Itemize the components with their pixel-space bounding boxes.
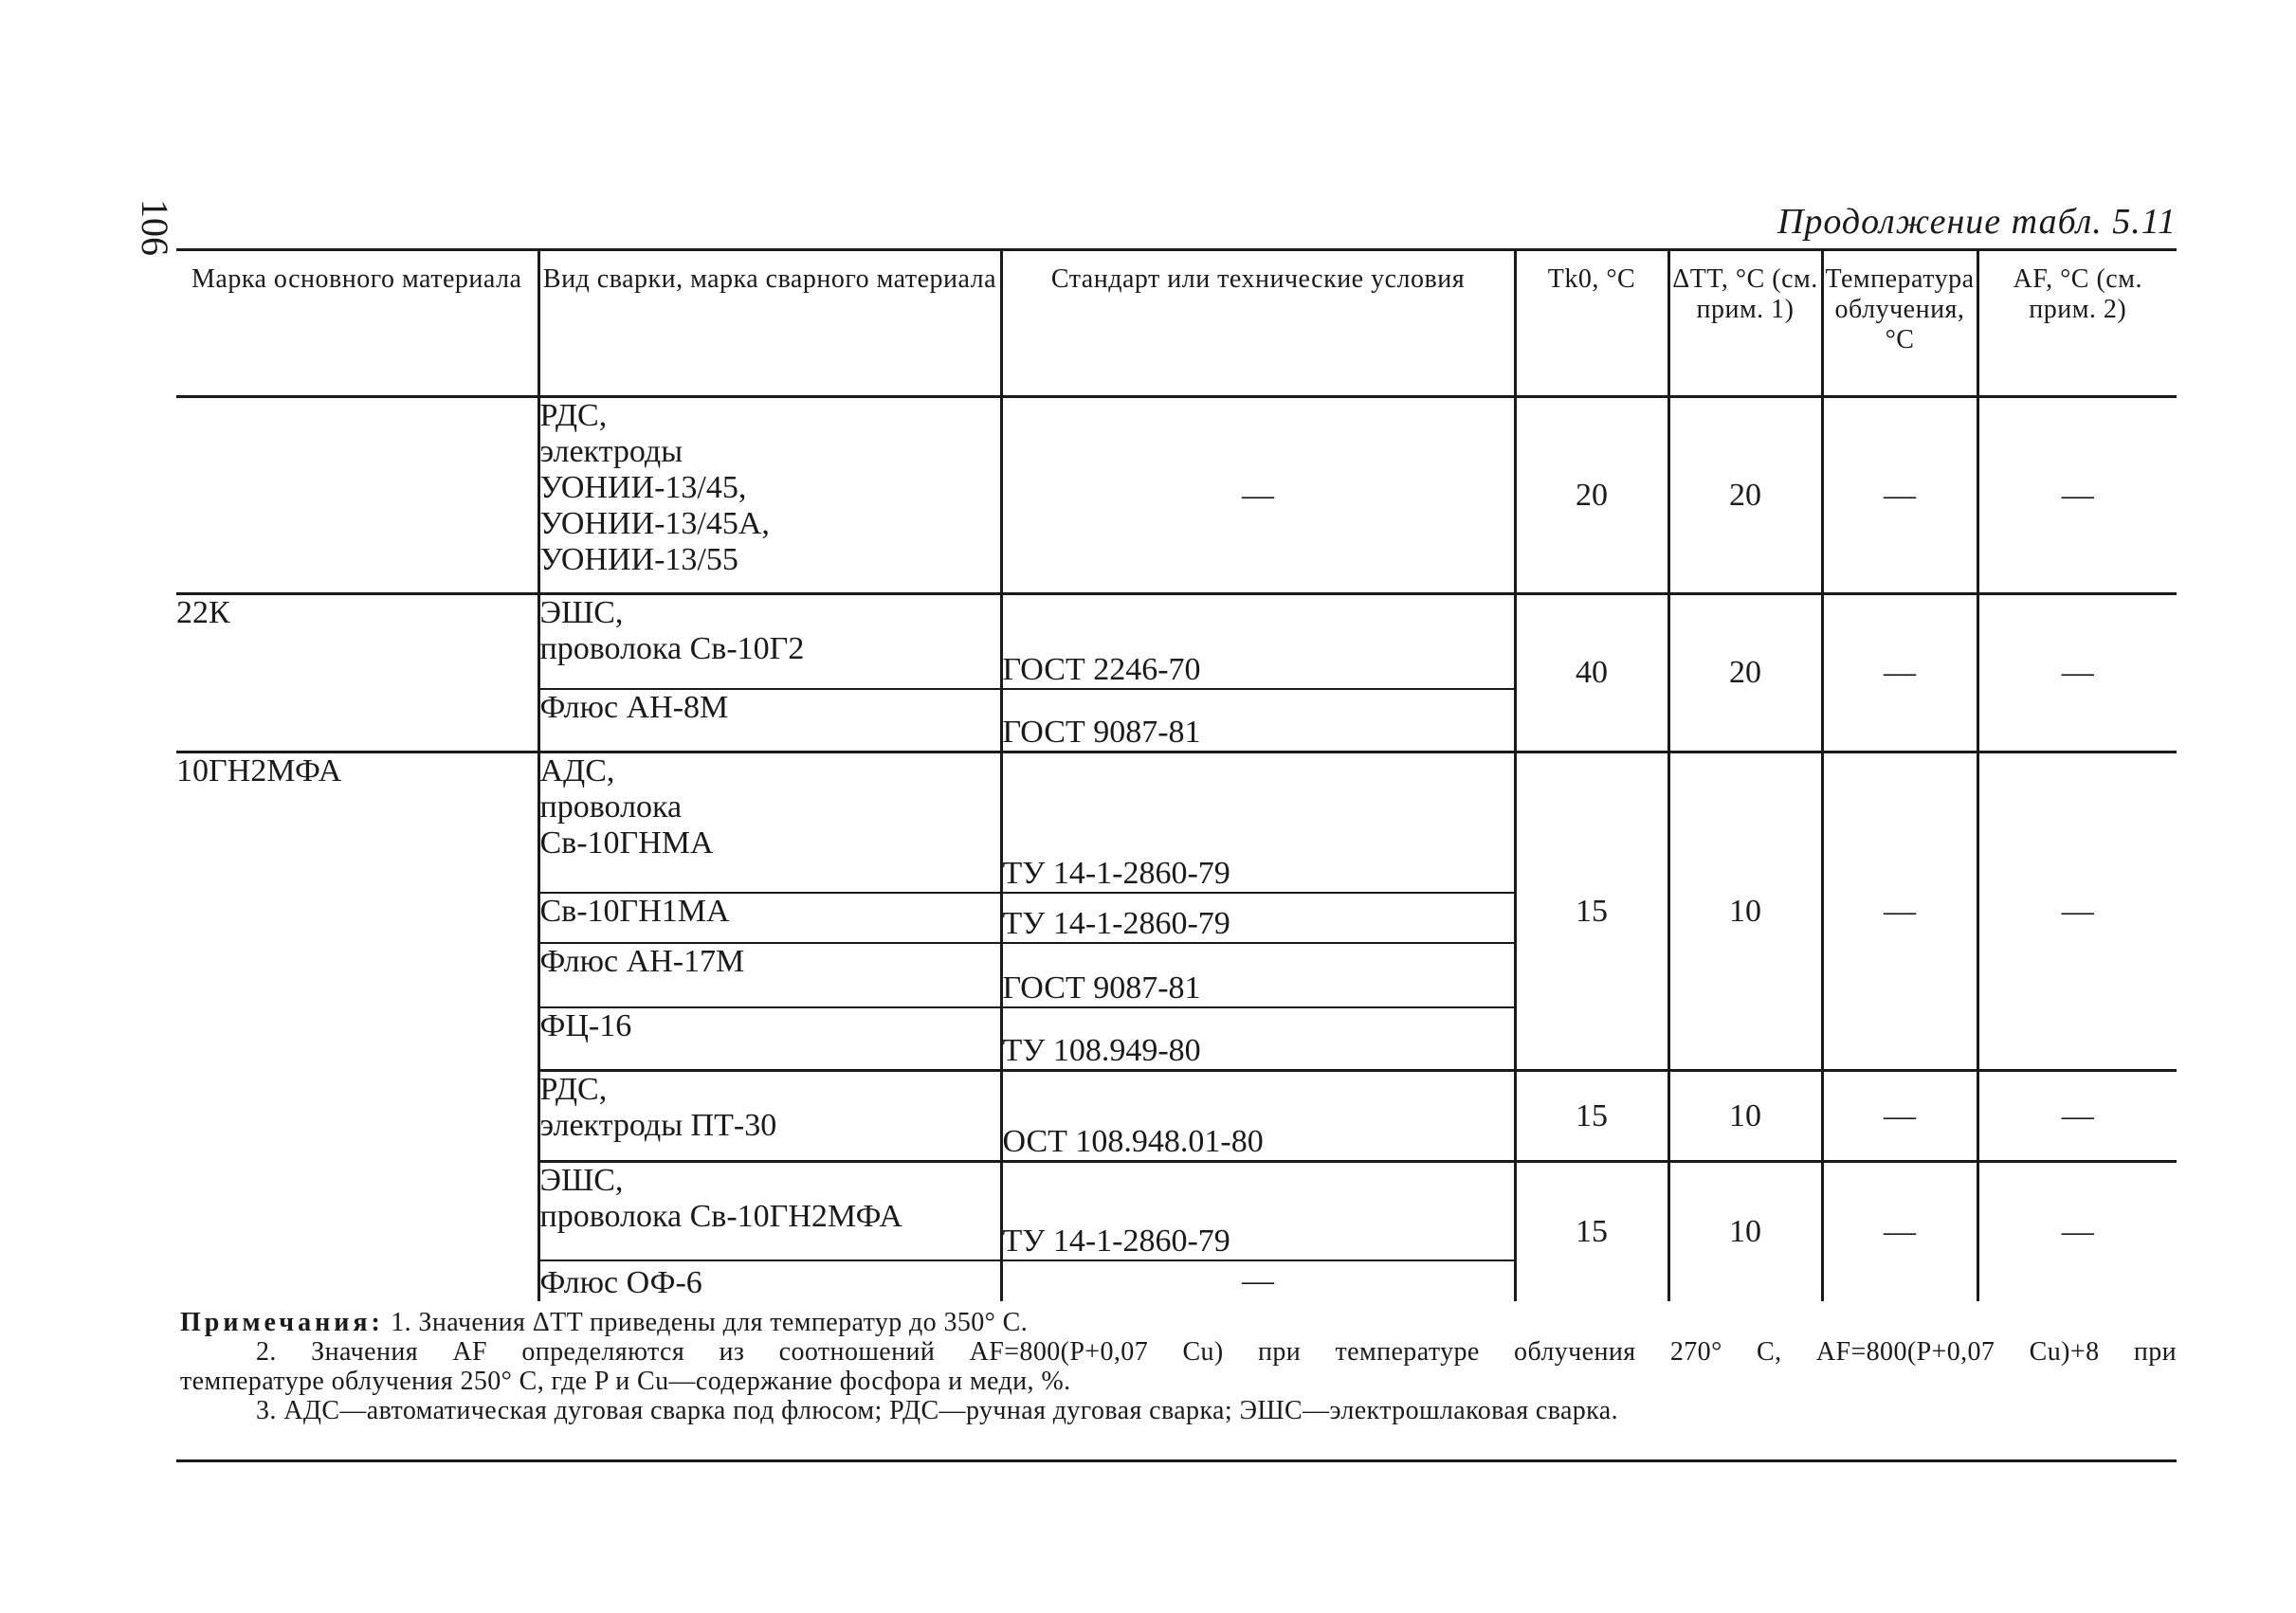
notes xyxy=(180,1308,2177,1425)
cell-welding xyxy=(538,752,1001,893)
table-row xyxy=(176,397,2177,594)
welding-line: УОНИИ-13/45А, xyxy=(539,506,770,541)
cell-welding: Флюс ОФ-6 xyxy=(538,1260,1001,1301)
cell-temp: — xyxy=(1822,1071,1977,1162)
cell-af: — xyxy=(1977,397,2177,594)
data-table xyxy=(176,251,2177,1301)
cell-standard: ГОСТ 9087-81 xyxy=(1001,689,1515,752)
welding-line: ЭШС, xyxy=(539,1163,624,1198)
welding-line: электроды xyxy=(539,434,683,469)
cell-welding: Св-10ГН1МА xyxy=(538,893,1001,943)
cell-dtt: 10 xyxy=(1668,1071,1822,1162)
cell-temp: — xyxy=(1822,594,1977,752)
cell-dtt: 10 xyxy=(1668,1162,1822,1301)
cell-material: 10ГН2МФА xyxy=(176,752,538,1301)
welding-line: электроды ПТ-30 xyxy=(539,1108,777,1143)
page-number: 106 xyxy=(134,199,176,256)
cell-material xyxy=(176,397,538,594)
header-dtt: ΔTT, °C (см. прим. 1) xyxy=(1668,251,1822,397)
table-row xyxy=(176,594,2177,689)
table-header-row xyxy=(176,251,2177,397)
cell-welding: Флюс АН-17М xyxy=(538,943,1001,1007)
cell-standard: ОСТ 108.948.01-80 xyxy=(1001,1071,1515,1162)
cell-welding xyxy=(538,1071,1001,1162)
header-material: Марка основного материала xyxy=(176,251,538,397)
cell-standard: ТУ 108.949-80 xyxy=(1001,1007,1515,1071)
header-standard: Стандарт или технические условия xyxy=(1001,251,1515,397)
cell-standard: — xyxy=(1001,1260,1515,1301)
header-temp: Температура облучения, °C xyxy=(1822,251,1977,397)
cell-standard: ТУ 14-1-2860-79 xyxy=(1001,1162,1515,1260)
header-welding: Вид сварки, марка сварного материала xyxy=(538,251,1001,397)
welding-line: РДС, xyxy=(539,1072,608,1107)
welding-line: проволока Св-10Г2 xyxy=(539,631,805,666)
notes-heading: Примечания: xyxy=(180,1308,384,1337)
cell-af: — xyxy=(1977,1071,2177,1162)
cell-tk0: 15 xyxy=(1515,752,1668,1071)
cell-welding xyxy=(538,397,1001,594)
cell-tk0: 15 xyxy=(1515,1071,1668,1162)
cell-dtt: 20 xyxy=(1668,397,1822,594)
cell-tk0: 15 xyxy=(1515,1162,1668,1301)
cell-material: 22К xyxy=(176,594,538,752)
header-tk0: Tk0, °C xyxy=(1515,251,1668,397)
cell-tk0: 20 xyxy=(1515,397,1668,594)
cell-af: — xyxy=(1977,1162,2177,1301)
cell-welding xyxy=(538,1162,1001,1260)
welding-line: проволока xyxy=(539,789,683,825)
cell-welding: Флюс АН-8М xyxy=(538,689,1001,752)
cell-standard: ТУ 14-1-2860-79 xyxy=(1001,752,1515,893)
welding-line: АДС, xyxy=(539,753,615,788)
note-3: 3. АДС—автоматическая дуговая сварка под флюсом; РДС—ручная дуговая сварка; ЭШС—электрошлаковая сварка. xyxy=(256,1396,1618,1425)
cell-dtt: 20 xyxy=(1668,594,1822,752)
cell-standard: ГОСТ 9087-81 xyxy=(1001,943,1515,1007)
note-2b: температуре облучения 250° С, где P и Cu—содержание фосфора и меди, %. xyxy=(180,1367,1071,1396)
cell-welding: ФЦ-16 xyxy=(538,1007,1001,1071)
cell-standard: — xyxy=(1001,397,1515,594)
cell-af: — xyxy=(1977,752,2177,1071)
welding-line: УОНИИ-13/55 xyxy=(539,542,738,577)
cell-temp: — xyxy=(1822,752,1977,1071)
cell-temp: — xyxy=(1822,397,1977,594)
cell-af: — xyxy=(1977,594,2177,752)
note-1-text: 1. Значения ΔTT приведены для температур до 350° С. xyxy=(391,1308,1029,1337)
cell-standard: ГОСТ 2246-70 xyxy=(1001,594,1515,689)
cell-dtt: 10 xyxy=(1668,752,1822,1071)
cell-tk0: 40 xyxy=(1515,594,1668,752)
welding-line: УОНИИ-13/45, xyxy=(539,470,747,505)
welding-line: РДС, xyxy=(539,398,608,433)
note-1 xyxy=(180,1308,2177,1337)
header-af: AF, °C (см. прим. 2) xyxy=(1977,251,2177,397)
welding-line: ЭШС, xyxy=(539,595,624,630)
table-caption: Продолжение табл. 5.11 xyxy=(1777,202,2177,242)
bottom-rule xyxy=(176,1459,2177,1462)
welding-line: Св-10ГНМА xyxy=(539,825,714,861)
cell-temp: — xyxy=(1822,1162,1977,1301)
note-2a: 2. Значения AF определяются из соотношений AF=800(P+0,07 Cu) при температуре облучения 270° С, AF=800(P+0,07 Cu)+8 при xyxy=(256,1337,2177,1367)
welding-line: проволока Св-10ГН2МФА xyxy=(539,1199,902,1234)
cell-standard: ТУ 14-1-2860-79 xyxy=(1001,893,1515,943)
table-row xyxy=(176,752,2177,893)
cell-welding xyxy=(538,594,1001,689)
